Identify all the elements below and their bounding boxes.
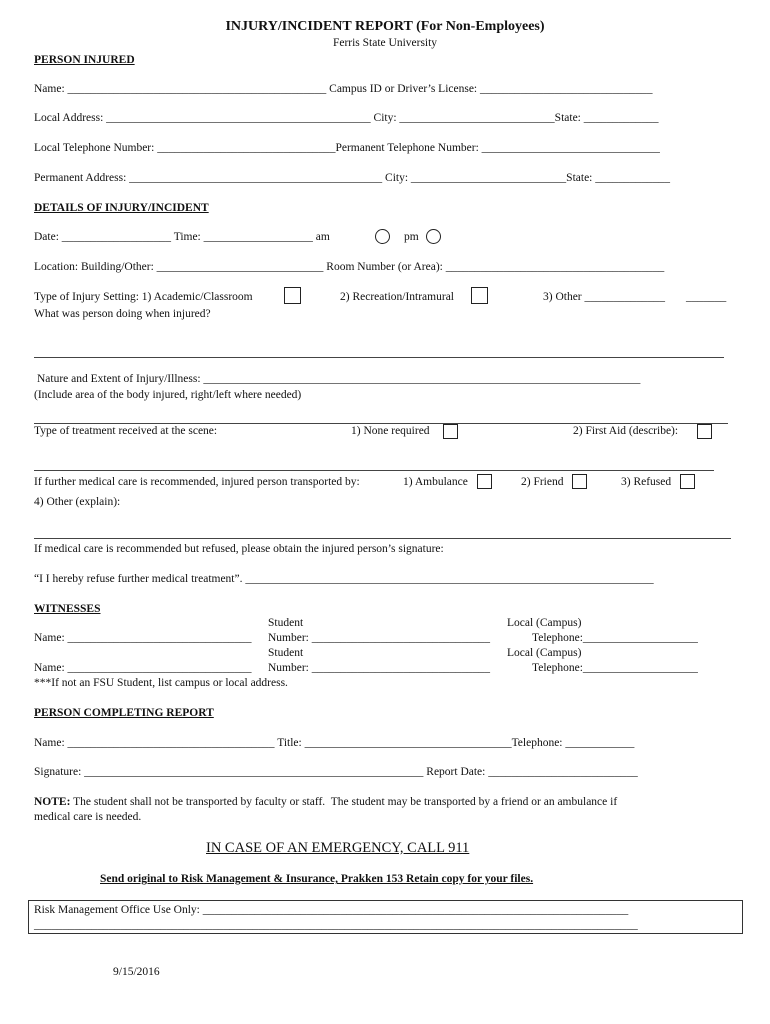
local-address-line[interactable]: Local Address: ______________________________________________ City: ___________________________State: _____________ — [34, 112, 659, 124]
pm-radio[interactable] — [426, 229, 441, 244]
form-subtitle: Ferris State University — [332, 37, 438, 49]
witness-note: ***If not an FSU Student, list campus or local address. — [34, 677, 288, 689]
doing-answer-line[interactable] — [34, 357, 724, 358]
office-use-line-2[interactable]: _________________________________________________________________________________________________________ — [34, 919, 638, 931]
transport-other-label: 4) Other (explain): — [34, 496, 121, 508]
note-line2: medical care is needed. — [34, 811, 142, 823]
send-original-instruction: Send original to Risk Management & Insurance, Prakken 153 Retain copy for your files. — [100, 873, 534, 885]
completer-name-title-phone-line[interactable]: Name: ____________________________________ Title: ____________________________________Telephone: ____________ — [34, 737, 635, 749]
witness1-local-campus-label: Local (Campus) — [507, 617, 582, 629]
witness1-name-line[interactable]: Name: ________________________________ — [34, 632, 252, 644]
name-campus-id-line[interactable]: Name: _____________________________________________ Campus ID or Driver’s License: ______________________________ — [34, 83, 653, 95]
pm-label: pm — [404, 231, 419, 243]
transport-friend-checkbox[interactable] — [572, 474, 587, 489]
transport-other-line[interactable] — [34, 538, 731, 539]
section-heading-person-injured: PERSON INJURED — [34, 54, 135, 66]
setting-other-label[interactable]: 3) Other ______________ — [543, 291, 666, 303]
note-label: NOTE: — [34, 796, 71, 808]
setting-other-line-end[interactable]: _______ — [686, 291, 727, 303]
nature-extent-line[interactable]: Nature and Extent of Injury/Illness: ____________________________________________________________________________ — [37, 373, 641, 385]
note-paragraph — [34, 797, 617, 809]
transport-friend-label: 2) Friend — [521, 476, 564, 488]
am-radio[interactable] — [375, 229, 390, 244]
witness1-telephone-line[interactable]: Telephone:____________________ — [532, 632, 698, 644]
treatment-first-aid-checkbox[interactable] — [697, 424, 712, 439]
refused-instruction: If medical care is recommended but refused, please obtain the injured person’s signature: — [34, 543, 444, 555]
completer-signature-date-line[interactable]: Signature: ___________________________________________________________ Report Date: __________________________ — [34, 766, 638, 778]
transport-refused-checkbox[interactable] — [680, 474, 695, 489]
treatment-first-aid-label: 2) First Aid (describe): — [573, 425, 679, 437]
section-heading-witnesses: WITNESSES — [34, 603, 101, 615]
witness2-local-campus-label: Local (Campus) — [507, 647, 582, 659]
witness2-number-line[interactable]: Number: _______________________________ — [268, 662, 491, 674]
note-line1: The student shall not be transported by faculty or staff. The student may be transported by a friend or an ambulance if — [70, 796, 618, 808]
section-heading-details: DETAILS OF INJURY/INCIDENT — [34, 202, 209, 214]
treatment-answer-line[interactable] — [34, 470, 714, 471]
telephone-line[interactable]: Local Telephone Number: _______________________________Permanent Telephone Number: _______________________________ — [34, 142, 660, 154]
witness2-student-label: Student — [268, 647, 304, 659]
setting-academic-checkbox[interactable] — [284, 287, 301, 304]
section-heading-completing: PERSON COMPLETING REPORT — [34, 707, 214, 719]
treatment-label: Type of treatment received at the scene: — [34, 425, 218, 437]
transport-ambulance-label: 1) Ambulance — [403, 476, 468, 488]
permanent-address-line[interactable]: Permanent Address: ____________________________________________ City: ___________________________State: _____________ — [34, 172, 670, 184]
treatment-none-label: 1) None required — [351, 425, 430, 437]
date-time-line[interactable]: Date: ___________________ Time: ___________________ am — [34, 231, 330, 243]
transport-refused-label: 3) Refused — [621, 476, 672, 488]
nature-answer-line[interactable] — [34, 423, 728, 424]
emergency-banner: IN CASE OF AN EMERGENCY, CALL 911 — [206, 840, 470, 856]
treatment-none-checkbox[interactable] — [443, 424, 458, 439]
setting-recreation-label: 2) Recreation/Intramural — [340, 291, 454, 303]
doing-question: What was person doing when injured? — [34, 308, 211, 320]
refuse-signature-line[interactable]: “I I hereby refuse further medical treatment”. _______________________________________________________________________ — [34, 573, 654, 585]
form-title: INJURY/INCIDENT REPORT (For Non-Employees) — [225, 19, 545, 34]
location-line[interactable]: Location: Building/Other: _____________________________ Room Number (or Area): ______________________________________ — [34, 261, 665, 273]
transport-label: If further medical care is recommended, injured person transported by: — [34, 476, 360, 488]
setting-recreation-checkbox[interactable] — [471, 287, 488, 304]
footer-date: 9/15/2016 — [113, 966, 160, 978]
transport-ambulance-checkbox[interactable] — [477, 474, 492, 489]
witness2-name-line[interactable]: Name: ________________________________ — [34, 662, 252, 674]
witness1-number-line[interactable]: Number: _______________________________ — [268, 632, 491, 644]
nature-hint: (Include area of the body injured, right/left where needed) — [34, 389, 302, 401]
witness2-telephone-line[interactable]: Telephone:____________________ — [532, 662, 698, 674]
setting-academic-label: Type of Injury Setting: 1) Academic/Classroom — [34, 291, 253, 303]
office-use-line[interactable]: Risk Management Office Use Only: __________________________________________________________________________ — [34, 904, 629, 916]
witness1-student-label: Student — [268, 617, 304, 629]
